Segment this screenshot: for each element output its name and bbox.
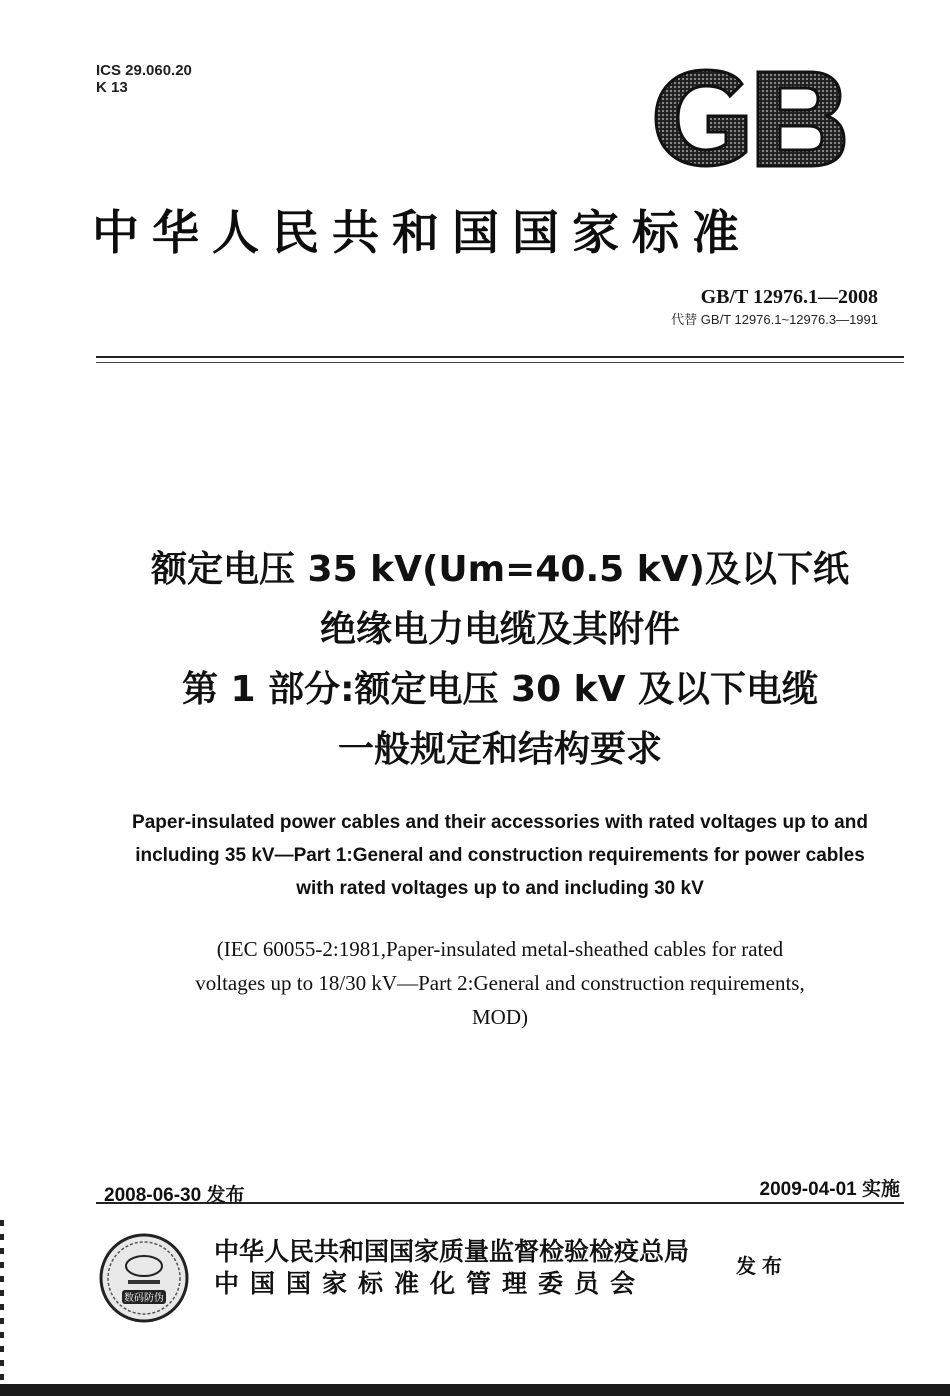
ccs-code: K 13: [96, 79, 128, 96]
english-title: [80, 806, 920, 905]
issuing-authorities: [214, 1236, 689, 1300]
standard-number: GB/T 12976.1—2008: [700, 286, 878, 308]
scan-bottom-bar: [0, 1384, 950, 1396]
implementation-date: 2009-04-01 实施: [759, 1179, 900, 1200]
anti-counterfeit-seal-icon: [98, 1232, 190, 1324]
gb-logo-text: GB: [650, 66, 652, 67]
chinese-title-line-4: 一般规定和结构要求: [337, 729, 662, 770]
iec-reference-line-1: (IEC 60055-2:1981,Paper-insulated metal-sheathed cables for rated: [216, 937, 784, 961]
gb-logo: [650, 66, 848, 170]
english-title-line-2: including 35 kV—Part 1:General and construction requirements for power cables: [135, 845, 865, 866]
iec-reference-line-2: voltages up to 18/30 kV—Part 2:General and construction requirements,: [195, 971, 805, 995]
chinese-title-line-3: 第 1 部分:额定电压 30 kV 及以下电缆: [181, 669, 818, 710]
issuer-line-2: 中国国家标准化管理委员会: [214, 1269, 647, 1298]
issuer-line-1: 中华人民共和国国家质量监督检验检疫总局: [214, 1237, 690, 1266]
english-title-line-1: Paper-insulated power cables and their accessories with rated voltages up to and: [132, 812, 868, 833]
chinese-title-line-1: 额定电压 35 kV(Um=40.5 kV)及以下纸: [151, 549, 849, 590]
seal-text: 数码防伪: [124, 1293, 164, 1304]
chinese-title-line-2: 绝缘电力电缆及其附件: [319, 609, 680, 650]
scan-edge-artifact: [0, 1220, 4, 1380]
replaces-note: 代替 GB/T 12976.1~12976.3—1991: [671, 312, 878, 327]
footer-rule: [96, 1202, 904, 1204]
chinese-title: [60, 540, 940, 780]
header-rule-thin: [96, 362, 904, 363]
iec-reference-line-3: MOD): [472, 1005, 528, 1029]
iec-reference: [90, 932, 910, 1034]
header-rule: [96, 356, 904, 358]
ics-code: ICS 29.060.20: [96, 62, 192, 79]
english-title-line-3: with rated voltages up to and including 30 kV: [296, 878, 704, 899]
classification-codes: [96, 62, 192, 96]
issue-word: 发布: [736, 1254, 788, 1278]
national-standard-heading: 中华人民共和国国家标准: [92, 206, 752, 261]
issue-date: 2008-06-30 发布: [104, 1185, 245, 1206]
